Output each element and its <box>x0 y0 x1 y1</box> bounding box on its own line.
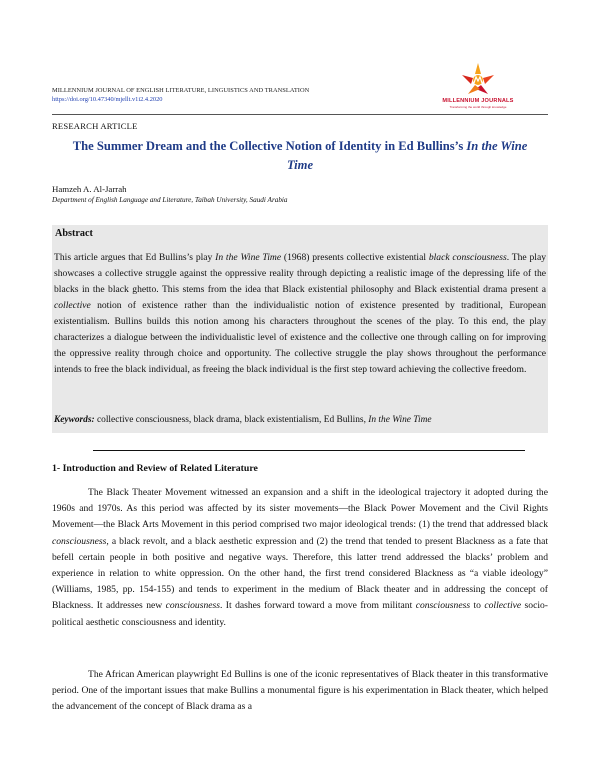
abstract-text: This article argues that Ed Bullins’s play In the Wine Time (1968) presents collective existential black consciousness. The play showcases a collective struggle against the oppressive reality through depicting a realistic image of the depressing life of the blacks in the black ghetto. This stems from the idea that Black existential philosophy and Black existential drama present a collective notion of existence rather than the individualistic notion of existence presented by traditional, European existentialism. Bullins builds this notion among his characters throughout the scenes of the play. To this end, the play characterizes a dialogue between the individualistic level of existence and the collective one through calling on for improving the oppressive reality through choice and opportunity. The collective struggle the play shows throughout the performance intends to free the black individual, as freeing the black individual is the first step toward achieving the collective freedom. <box>54 252 546 375</box>
keywords-label: Keywords <box>54 415 92 425</box>
header-divider <box>52 114 548 115</box>
abstract-heading: Abstract <box>55 228 93 239</box>
journal-header <box>52 86 432 104</box>
keywords-text: collective consciousness, black drama, black existentialism, Ed Bullins, <box>96 415 369 425</box>
journal-logo <box>438 62 518 116</box>
journal-name: MILLENNIUM JOURNAL OF ENGLISH LITERATURE, LINGUISTICS AND TRANSLATION <box>52 87 310 94</box>
author-affiliation: Department of English Language and Literature, Taibah University, Saudi Arabia <box>52 196 288 204</box>
logo-tagline: Transforming the world through knowledge <box>449 105 507 109</box>
article-type: RESEARCH ARTICLE <box>52 121 138 131</box>
star-flame-icon <box>438 62 518 98</box>
doi-link[interactable]: https://doi.org/10.47340/mjellt.v1i2.4.2020 <box>52 96 163 103</box>
logo-wordmark: MILLENNIUM JOURNALS <box>442 98 514 104</box>
paragraph: The Black Theater Movement witnessed an expansion and a shift in the ideological trajectory it adopted during the 1960s and 1970s. As this period was affected by its sister movements—the Black Power Movement and the Civil Rights Movement—the Black Arts Movement in this period comprised two major ideological trends: (1) the trend that addressed black consciousness, a black revolt, and a black aesthetic expression and (2) the trend that tended to present Blackness as a fate that befell certain people in both positive and negative ways. Therefore, this latter trend addressed the blacks’ problem and experience in relation to white oppression. On the other hand, the first trend considered Blackness as “a viable ideology” (Williams, 1985, pp. 154-155) and tends to experiment in the medium of Black theater and in addressing the concept of Blackness. It addresses new consciousness. It dashes forward toward a move from militant consciousness to collective socio-political aesthetic consciousness and identity. <box>52 487 548 628</box>
paragraph: The African American playwright Ed Bullins is one of the iconic representatives of Black theater in this transformative period. One of the important issues that make Bullins a monumental figure is his experimentation in Black theater, which helped the advancement of the concept of Black drama as a <box>52 669 548 713</box>
title-main: The Summer Dream and the Collective Notion of Identity in Ed Bullins’s <box>72 139 467 153</box>
author-name: Hamzeh A. Al-Jarrah <box>52 184 127 194</box>
keywords-line: Keywords: collective consciousness, black drama, black existentialism, Ed Bullins, In the Wine Time <box>54 415 432 425</box>
section-divider <box>93 450 525 451</box>
article-title <box>62 137 538 175</box>
abstract-box <box>52 225 548 433</box>
section-heading: 1- Introduction and Review of Related Literature <box>52 463 258 474</box>
title-italic: In the Wine Time <box>286 139 528 172</box>
